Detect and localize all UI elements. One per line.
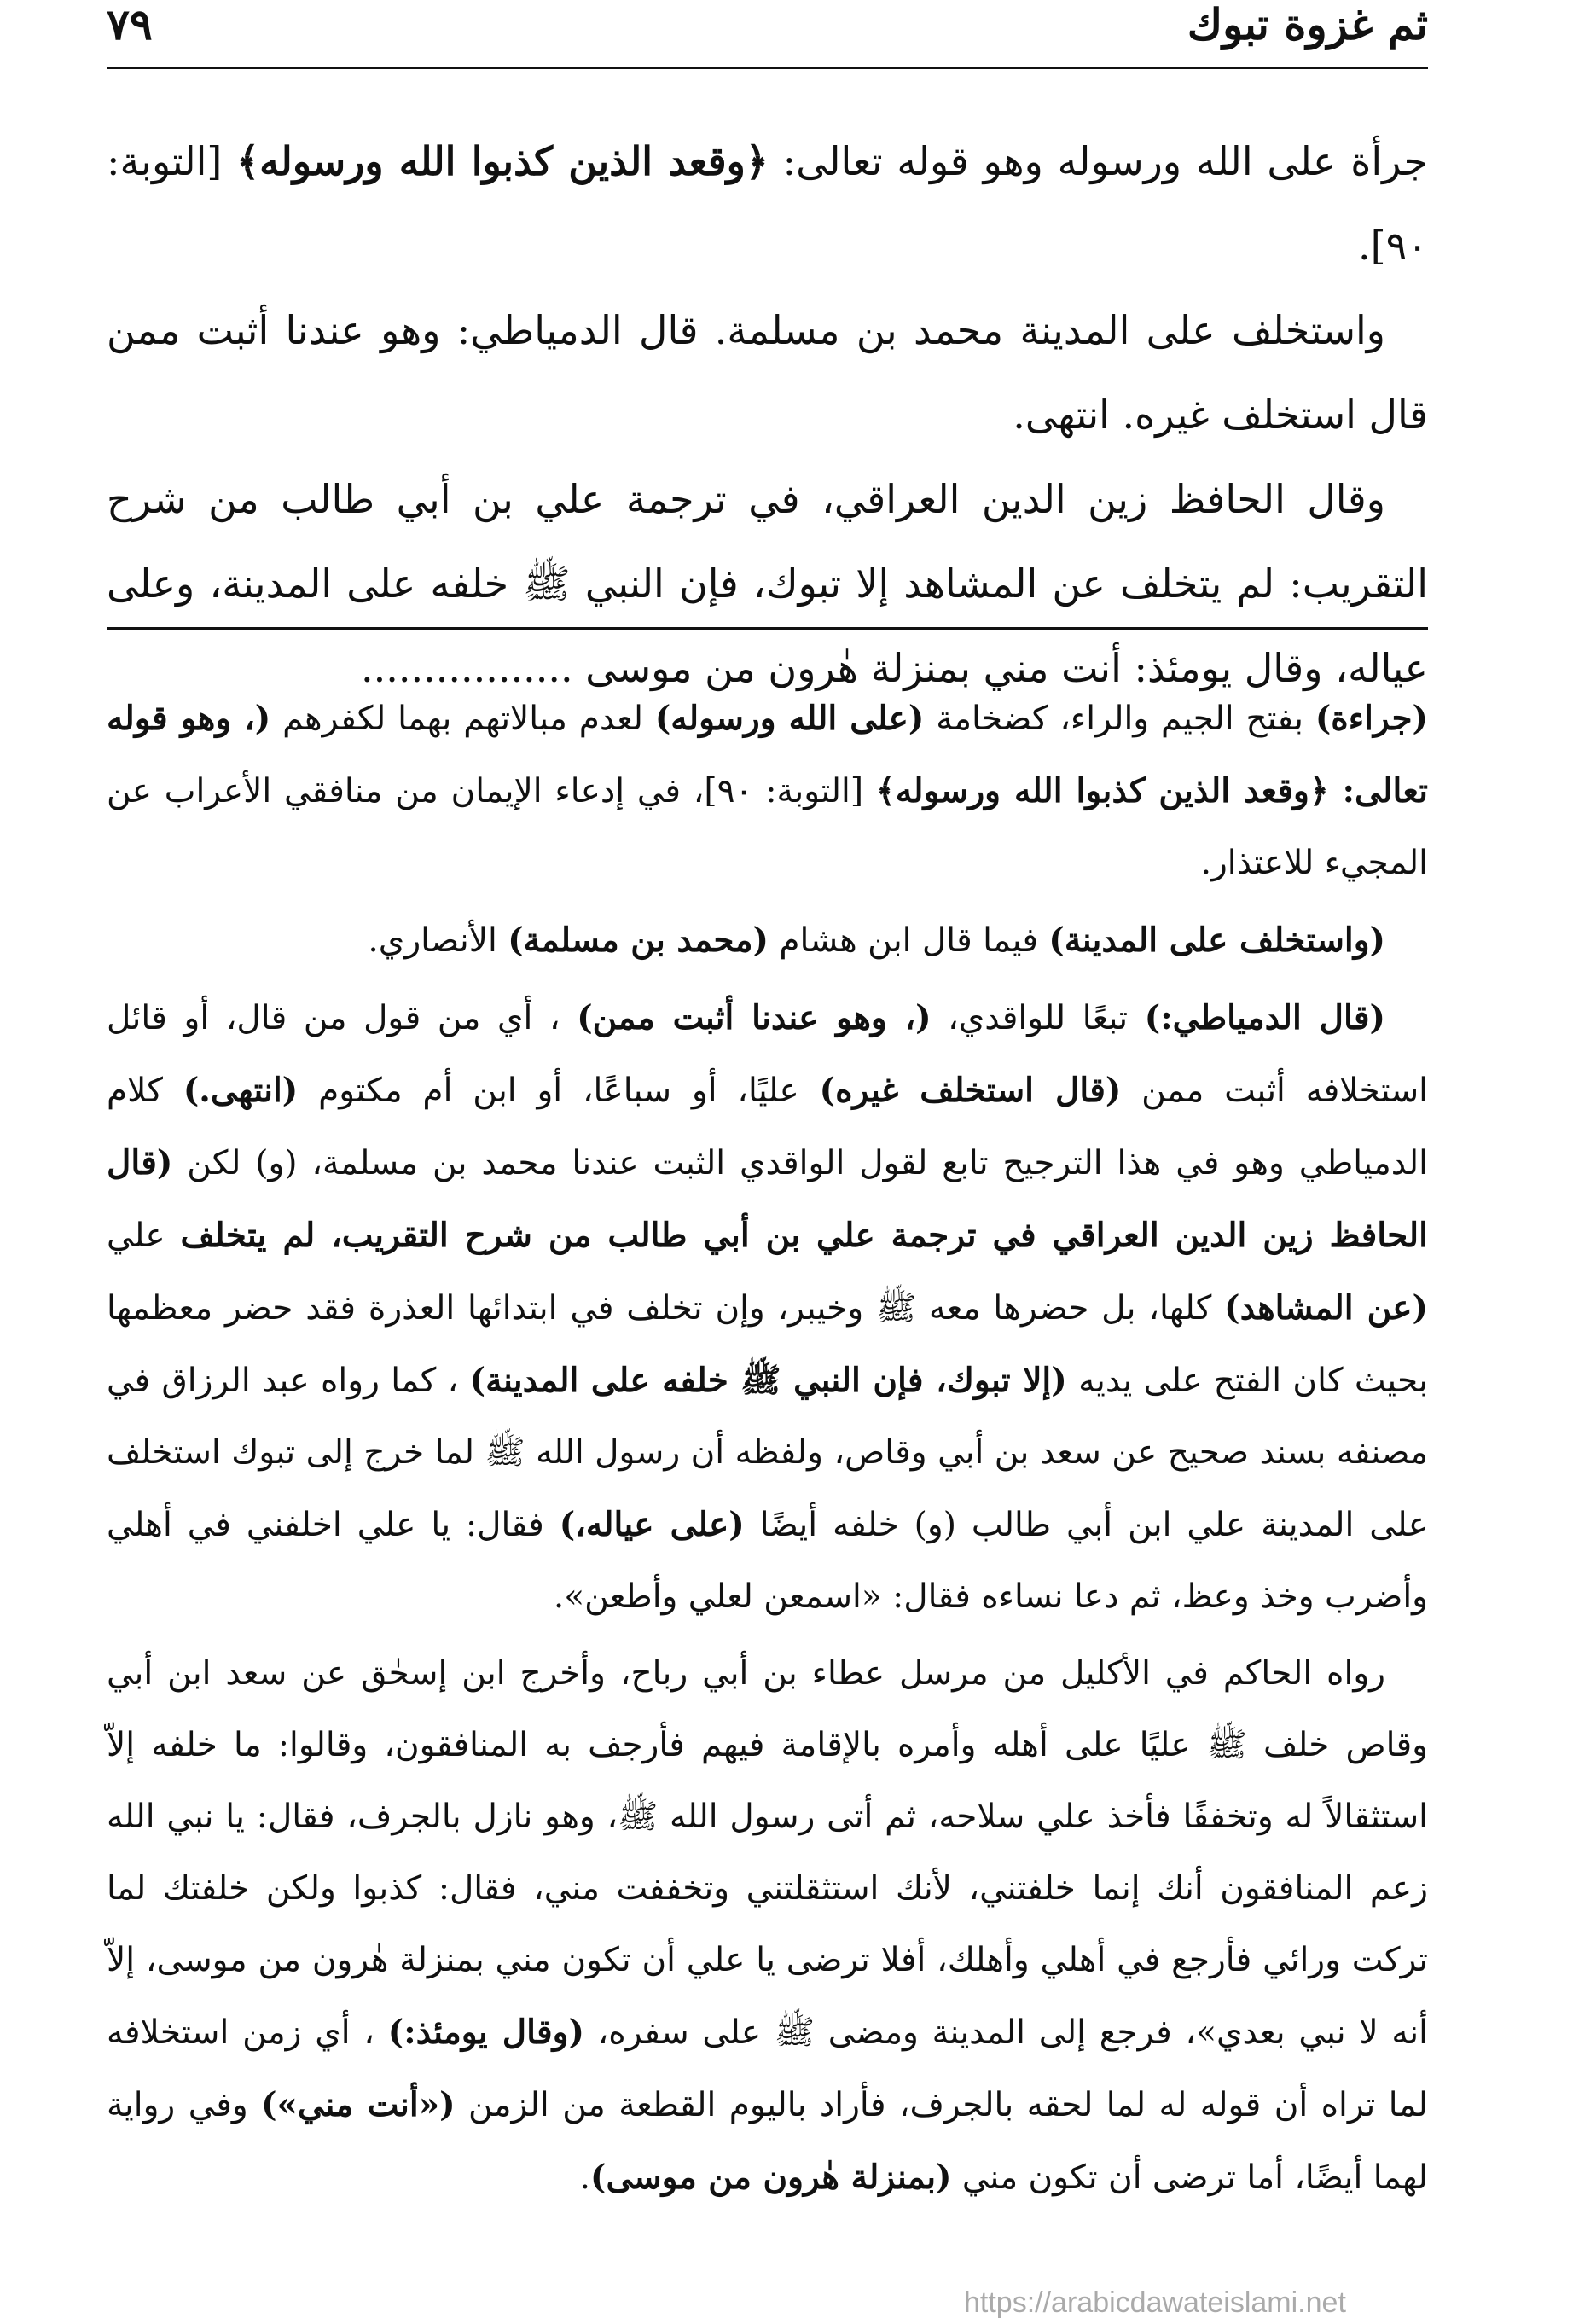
commentary-paragraph-3: (قال الدمياطي:) تبعًا للواقدي، (، وهو عندنا أثبت ممن) ، أي من قول من قال، أو قائل استخلافه أثبت ممن (قال استخلف غيره) عليًا، أو سباعًا، أو ابن أم مكتوم (انتهى.) كلام الدمياطي وهو في هذا الترجيح تابع لقول الواقدي الثبت عندنا محمد بن مسلمة، (و) لكن (قال الحافظ زين الدين العراقي في ترجمة علي بن أبي طالب من شرح التقريب، لم يتخلف علي (عن المشاهد) كلها، بل حضرها معه ﷺ وخيبر، وإن تخلف في ابتدائها العذرة فقد حضر معظمها بحيث كان الفتح على يديه (إلا تبوك، فإن النبي ﷺ خلفه على المدينة) ، كما رواه عبد الرزاق في مصنفه بسند صحيح عن سعد بن أبي وقاص، ولفظه أن رسول الله ﷺ لما خرج إلى تبوك استخلف على المدينة علي ابن أبي طالب (و) خلفه أيضًا (على عياله،) فقال: يا علي اخلفني في أهلي وأضرب وخذ وعظ، ثم دعا نساءه فقال: «اسمعن لعلي وأطعن». [107,998,1429,1616]
commentary [107,683,1428,2214]
page-header [107,0,1428,69]
running-title: ثم غزوة تبوك [1187,0,1428,49]
page-number: ٧٩ [107,0,153,49]
commentary-paragraph-2: (واستخلف على المدينة) فيما قال ابن هشام (محمد بن مسلمة) الأنصاري. [368,921,1385,960]
main-paragraph-2: واستخلف على المدينة محمد بن مسلمة. قال الدمياطي: وهو عندنا أثبت ممن قال استخلف غيره. انتهى. [107,307,1428,438]
watermark-url: https://arabicdawateislami.net [964,2286,1346,2319]
commentary-paragraph-1: (جراءة) بفتح الجيم والراء، كضخامة (على الله ورسوله) لعدم مبالاتهم بهما لكفرهم (، وهو قوله تعالى: ﴿وقعد الذين كذبوا الله ورسوله﴾ [التوبة: ٩٠]، في إدعاء الإيمان من منافقي الأعراب عن المجيء للاعتذار. [107,699,1428,882]
quran-verse: ﴿وقعد الذين كذبوا الله ورسوله﴾ [236,138,769,184]
main-text [107,119,1428,711]
main-paragraph-1: جرأة على الله ورسوله وهو قوله تعالى: ﴿وقعد الذين كذبوا الله ورسوله﴾ [التوبة: ٩٠]. [107,138,1428,269]
main-paragraph-3: وقال الحافظ زين الدين العراقي، في ترجمة علي بن أبي طالب من شرح التقريب: لم يتخلف عن المشاهد إلا تبوك، فإن النبي ﷺ خلفه على المدينة، وعلى عياله، وقال يومئذ: أنت مني بمنزلة هٰرون من موسى ................. [107,476,1428,691]
commentary-paragraph-4: رواه الحاكم في الأكليل من مرسل عطاء بن أبي رباح، وأخرج ابن إسحٰق عن سعد ابن أبي وقاص خلف ﷺ عليًا على أهله وأمره بالإقامة فيهم فأرجف به المنافقون، وقالوا: ما خلفه إلاّ استثقالاً له وتخففًا فأخذ علي سلاحه، ثم أتى رسول الله ﷺ، وهو نازل بالجرف، فقال: يا نبي الله زعم المنافقون أنك إنما خلفتني، لأنك استثقلتني وتخففت مني، فقال: كذبوا ولكن خلفتك لما تركت ورائي فأرجع في أهلي وأهلك، أفلا ترضى يا علي أن تكون مني بمنزلة هٰرون من موسى، إلاّ أنه لا نبي بعدي»، فرجع إلى المدينة ومضى ﷺ على سفره، (وقال يومئذ:) ، أي زمن استخلافه لما تراه أن قوله له لما لحقه بالجرف، فأراد باليوم القطعة من الزمن («أنت مني») وفي رواية لهما أيضًا، أما ترضى أن تكون مني (بمنزلة هٰرون من موسى). [107,1654,1429,2197]
footnote-divider [107,627,1428,630]
